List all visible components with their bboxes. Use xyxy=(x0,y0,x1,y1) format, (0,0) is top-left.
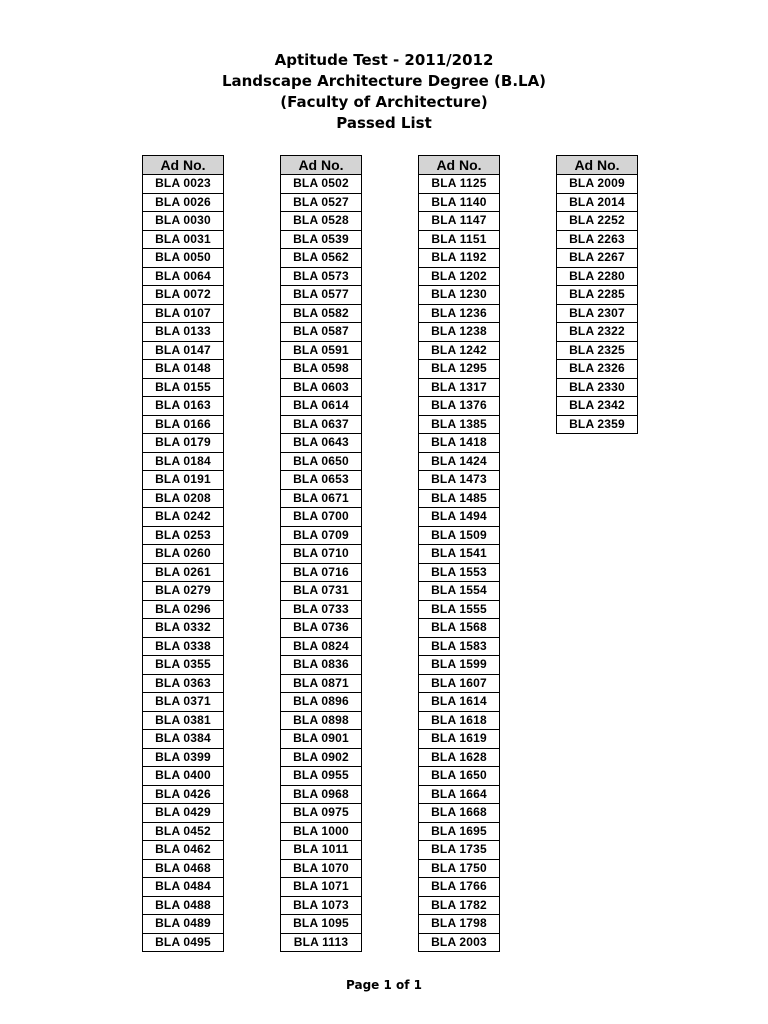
admission-number: BLA 1509 xyxy=(419,526,500,545)
table-row xyxy=(419,175,500,194)
table-row xyxy=(419,489,500,508)
admission-number: BLA 2263 xyxy=(557,230,638,249)
table-row xyxy=(419,878,500,897)
table-row xyxy=(143,452,224,471)
table-row xyxy=(281,656,362,675)
table-row xyxy=(143,878,224,897)
admission-number: BLA 1125 xyxy=(419,175,500,194)
table-row xyxy=(143,323,224,342)
table-row xyxy=(143,693,224,712)
admission-number: BLA 0528 xyxy=(281,212,362,231)
table-row xyxy=(281,212,362,231)
column-header: Ad No. xyxy=(143,156,224,175)
table-row xyxy=(143,489,224,508)
table-row xyxy=(419,730,500,749)
admission-number: BLA 0072 xyxy=(143,286,224,305)
admission-number: BLA 0488 xyxy=(143,896,224,915)
table-row xyxy=(143,804,224,823)
admission-number: BLA 1202 xyxy=(419,267,500,286)
admission-list-column-1 xyxy=(142,155,224,952)
table-row xyxy=(419,545,500,564)
admission-number: BLA 0527 xyxy=(281,193,362,212)
document-header xyxy=(0,50,768,134)
table-row xyxy=(419,896,500,915)
admission-number: BLA 1473 xyxy=(419,471,500,490)
table-row xyxy=(143,619,224,638)
admission-number: BLA 1242 xyxy=(419,341,500,360)
table-row xyxy=(281,249,362,268)
table-row xyxy=(143,526,224,545)
admission-number: BLA 1668 xyxy=(419,804,500,823)
admission-list-column-4 xyxy=(556,155,638,434)
admission-number: BLA 0587 xyxy=(281,323,362,342)
table-row xyxy=(143,434,224,453)
admission-number: BLA 0603 xyxy=(281,378,362,397)
table-row xyxy=(143,563,224,582)
table-row xyxy=(281,674,362,693)
table-row xyxy=(281,711,362,730)
table-row xyxy=(557,230,638,249)
column-header: Ad No. xyxy=(557,156,638,175)
admission-number: BLA 0147 xyxy=(143,341,224,360)
table-row xyxy=(281,175,362,194)
table-row xyxy=(281,360,362,379)
table-row xyxy=(419,767,500,786)
admission-number: BLA 0710 xyxy=(281,545,362,564)
admission-number: BLA 0253 xyxy=(143,526,224,545)
admission-number: BLA 1317 xyxy=(419,378,500,397)
table-row xyxy=(143,378,224,397)
admission-number: BLA 0637 xyxy=(281,415,362,434)
admission-number: BLA 0968 xyxy=(281,785,362,804)
table-row xyxy=(419,230,500,249)
admission-number: BLA 0836 xyxy=(281,656,362,675)
admission-number: BLA 0489 xyxy=(143,915,224,934)
table-row xyxy=(143,915,224,934)
table-row xyxy=(557,193,638,212)
admission-number: BLA 0901 xyxy=(281,730,362,749)
admission-number: BLA 0384 xyxy=(143,730,224,749)
admission-number: BLA 0371 xyxy=(143,693,224,712)
table-row xyxy=(281,730,362,749)
table-row xyxy=(419,212,500,231)
table-row xyxy=(281,915,362,934)
table-row xyxy=(419,360,500,379)
table-row xyxy=(419,341,500,360)
table-row xyxy=(281,415,362,434)
table-row xyxy=(281,471,362,490)
table-row xyxy=(281,452,362,471)
admission-number: BLA 2252 xyxy=(557,212,638,231)
table-row xyxy=(143,582,224,601)
admission-number: BLA 2267 xyxy=(557,249,638,268)
title-line-4: Passed List xyxy=(336,114,432,132)
table-row xyxy=(281,489,362,508)
table-row xyxy=(281,878,362,897)
admission-number: BLA 0502 xyxy=(281,175,362,194)
table-row xyxy=(419,508,500,527)
table-row xyxy=(281,767,362,786)
admission-number: BLA 0716 xyxy=(281,563,362,582)
table-row xyxy=(557,286,638,305)
admission-number: BLA 1095 xyxy=(281,915,362,934)
admission-number: BLA 0700 xyxy=(281,508,362,527)
admission-number: BLA 0023 xyxy=(143,175,224,194)
admission-number: BLA 0381 xyxy=(143,711,224,730)
admission-number: BLA 1583 xyxy=(419,637,500,656)
table-row xyxy=(281,600,362,619)
admission-number: BLA 1073 xyxy=(281,896,362,915)
admission-number: BLA 0731 xyxy=(281,582,362,601)
table-row xyxy=(281,545,362,564)
table-row xyxy=(281,323,362,342)
admission-number: BLA 1113 xyxy=(281,933,362,952)
table-row xyxy=(419,434,500,453)
table-row xyxy=(419,526,500,545)
admission-number: BLA 1750 xyxy=(419,859,500,878)
table-row xyxy=(557,175,638,194)
admission-number: BLA 0166 xyxy=(143,415,224,434)
admission-number: BLA 1424 xyxy=(419,452,500,471)
admission-number: BLA 0975 xyxy=(281,804,362,823)
admission-number: BLA 1664 xyxy=(419,785,500,804)
admission-number: BLA 1000 xyxy=(281,822,362,841)
admission-number: BLA 1614 xyxy=(419,693,500,712)
admission-number: BLA 1485 xyxy=(419,489,500,508)
admission-number: BLA 1140 xyxy=(419,193,500,212)
admission-number: BLA 1798 xyxy=(419,915,500,934)
admission-number: BLA 0107 xyxy=(143,304,224,323)
admission-number: BLA 0577 xyxy=(281,286,362,305)
table-row xyxy=(143,859,224,878)
admission-number: BLA 2014 xyxy=(557,193,638,212)
admission-number: BLA 0260 xyxy=(143,545,224,564)
table-row xyxy=(281,637,362,656)
admission-number: BLA 1418 xyxy=(419,434,500,453)
table-row xyxy=(419,397,500,416)
admission-number: BLA 1735 xyxy=(419,841,500,860)
table-row xyxy=(143,841,224,860)
table-row xyxy=(143,896,224,915)
table-row xyxy=(419,822,500,841)
table-row xyxy=(143,304,224,323)
admission-number: BLA 1238 xyxy=(419,323,500,342)
admission-number: BLA 1192 xyxy=(419,249,500,268)
admission-number: BLA 0582 xyxy=(281,304,362,323)
table-row xyxy=(281,748,362,767)
table-row xyxy=(419,193,500,212)
table-row xyxy=(419,804,500,823)
admission-number: BLA 1607 xyxy=(419,674,500,693)
admission-number: BLA 0733 xyxy=(281,600,362,619)
table-row xyxy=(281,582,362,601)
table-row xyxy=(143,230,224,249)
admission-number: BLA 1695 xyxy=(419,822,500,841)
admission-number: BLA 0026 xyxy=(143,193,224,212)
admission-number: BLA 1619 xyxy=(419,730,500,749)
admission-number: BLA 1071 xyxy=(281,878,362,897)
admission-number: BLA 0650 xyxy=(281,452,362,471)
admission-number: BLA 0064 xyxy=(143,267,224,286)
admission-number: BLA 0400 xyxy=(143,767,224,786)
table-row xyxy=(557,212,638,231)
table-row xyxy=(143,600,224,619)
table-row xyxy=(419,452,500,471)
admission-number: BLA 1650 xyxy=(419,767,500,786)
table-row xyxy=(143,933,224,952)
admission-number: BLA 0898 xyxy=(281,711,362,730)
table-row xyxy=(281,267,362,286)
admission-number: BLA 0598 xyxy=(281,360,362,379)
admission-number: BLA 1376 xyxy=(419,397,500,416)
table-row xyxy=(557,360,638,379)
admission-number: BLA 1554 xyxy=(419,582,500,601)
admission-number: BLA 0902 xyxy=(281,748,362,767)
table-row xyxy=(281,508,362,527)
table-row xyxy=(419,286,500,305)
admission-number: BLA 0332 xyxy=(143,619,224,638)
table-row xyxy=(143,637,224,656)
admission-number: BLA 1618 xyxy=(419,711,500,730)
admission-number: BLA 0242 xyxy=(143,508,224,527)
admission-number: BLA 0896 xyxy=(281,693,362,712)
admission-list-column-3 xyxy=(418,155,500,952)
admission-number: BLA 0824 xyxy=(281,637,362,656)
table-row xyxy=(143,415,224,434)
table-row xyxy=(419,915,500,934)
admission-number: BLA 0671 xyxy=(281,489,362,508)
admission-number: BLA 0155 xyxy=(143,378,224,397)
table-row xyxy=(419,933,500,952)
table-row xyxy=(419,674,500,693)
table-row xyxy=(281,378,362,397)
admission-number: BLA 0399 xyxy=(143,748,224,767)
table-row xyxy=(281,304,362,323)
admission-number: BLA 2326 xyxy=(557,360,638,379)
admission-number: BLA 0030 xyxy=(143,212,224,231)
table-row xyxy=(143,508,224,527)
admission-number: BLA 0736 xyxy=(281,619,362,638)
table-row xyxy=(281,341,362,360)
table-row xyxy=(143,360,224,379)
table-row xyxy=(419,267,500,286)
table-row xyxy=(419,600,500,619)
admission-number: BLA 0653 xyxy=(281,471,362,490)
column-header: Ad No. xyxy=(419,156,500,175)
table-row xyxy=(419,637,500,656)
admission-number: BLA 1070 xyxy=(281,859,362,878)
admission-number: BLA 0148 xyxy=(143,360,224,379)
table-row xyxy=(143,193,224,212)
admission-number: BLA 0573 xyxy=(281,267,362,286)
table-row xyxy=(281,933,362,952)
admission-number: BLA 0191 xyxy=(143,471,224,490)
table-row xyxy=(281,230,362,249)
admission-number: BLA 0614 xyxy=(281,397,362,416)
table-row xyxy=(557,378,638,397)
table-row xyxy=(281,193,362,212)
admission-number: BLA 1295 xyxy=(419,360,500,379)
table-row xyxy=(419,471,500,490)
table-row xyxy=(419,323,500,342)
admission-number: BLA 2325 xyxy=(557,341,638,360)
admission-number: BLA 0539 xyxy=(281,230,362,249)
table-row xyxy=(143,397,224,416)
table-row xyxy=(281,563,362,582)
table-row xyxy=(557,304,638,323)
table-row xyxy=(143,711,224,730)
table-row xyxy=(143,249,224,268)
admission-number: BLA 0495 xyxy=(143,933,224,952)
admission-number: BLA 1151 xyxy=(419,230,500,249)
admission-number: BLA 0050 xyxy=(143,249,224,268)
admission-number: BLA 0261 xyxy=(143,563,224,582)
admission-number: BLA 1599 xyxy=(419,656,500,675)
admission-number: BLA 1628 xyxy=(419,748,500,767)
table-row xyxy=(143,674,224,693)
table-row xyxy=(143,471,224,490)
admission-number: BLA 2003 xyxy=(419,933,500,952)
admission-number: BLA 0163 xyxy=(143,397,224,416)
table-row xyxy=(143,656,224,675)
table-row xyxy=(281,822,362,841)
table-row xyxy=(281,693,362,712)
title-line-3: (Faculty of Architecture) xyxy=(280,93,488,111)
table-row xyxy=(419,582,500,601)
table-row xyxy=(557,323,638,342)
admission-number: BLA 0363 xyxy=(143,674,224,693)
table-row xyxy=(143,212,224,231)
table-row xyxy=(419,859,500,878)
table-row xyxy=(143,175,224,194)
table-row xyxy=(419,711,500,730)
table-row xyxy=(143,822,224,841)
admission-number: BLA 0208 xyxy=(143,489,224,508)
admission-number: BLA 2359 xyxy=(557,415,638,434)
table-row xyxy=(143,730,224,749)
admission-number: BLA 1782 xyxy=(419,896,500,915)
admission-number: BLA 0279 xyxy=(143,582,224,601)
table-row xyxy=(143,767,224,786)
admission-number: BLA 0184 xyxy=(143,452,224,471)
table-row xyxy=(281,841,362,860)
table-row xyxy=(419,656,500,675)
table-row xyxy=(557,415,638,434)
admission-number: BLA 0643 xyxy=(281,434,362,453)
admission-number: BLA 0355 xyxy=(143,656,224,675)
admission-number: BLA 0338 xyxy=(143,637,224,656)
table-row xyxy=(281,286,362,305)
admission-number: BLA 1230 xyxy=(419,286,500,305)
table-row xyxy=(419,378,500,397)
admission-number: BLA 0179 xyxy=(143,434,224,453)
admission-number: BLA 1553 xyxy=(419,563,500,582)
admission-number: BLA 0871 xyxy=(281,674,362,693)
admission-list-column-2 xyxy=(280,155,362,952)
title-line-1: Aptitude Test - 2011/2012 xyxy=(274,51,494,69)
column-header: Ad No. xyxy=(281,156,362,175)
admission-number: BLA 1011 xyxy=(281,841,362,860)
admission-number: BLA 0031 xyxy=(143,230,224,249)
admission-number: BLA 1385 xyxy=(419,415,500,434)
admission-number: BLA 1147 xyxy=(419,212,500,231)
page-footer: Page 1 of 1 xyxy=(346,978,422,992)
admission-number: BLA 0133 xyxy=(143,323,224,342)
table-row xyxy=(419,841,500,860)
admission-number: BLA 2322 xyxy=(557,323,638,342)
admission-number: BLA 0426 xyxy=(143,785,224,804)
admission-number: BLA 0296 xyxy=(143,600,224,619)
admission-number: BLA 0484 xyxy=(143,878,224,897)
admission-number: BLA 0429 xyxy=(143,804,224,823)
admission-number: BLA 1236 xyxy=(419,304,500,323)
table-row xyxy=(419,748,500,767)
admission-number: BLA 2330 xyxy=(557,378,638,397)
admission-number: BLA 1766 xyxy=(419,878,500,897)
table-row xyxy=(281,526,362,545)
admission-number: BLA 1541 xyxy=(419,545,500,564)
table-row xyxy=(143,286,224,305)
table-row xyxy=(143,341,224,360)
admission-number: BLA 2342 xyxy=(557,397,638,416)
admission-number: BLA 0709 xyxy=(281,526,362,545)
table-row xyxy=(281,397,362,416)
table-row xyxy=(419,304,500,323)
table-row xyxy=(281,785,362,804)
table-row xyxy=(419,563,500,582)
table-row xyxy=(557,341,638,360)
table-row xyxy=(281,896,362,915)
table-row xyxy=(143,785,224,804)
table-row xyxy=(143,545,224,564)
table-row xyxy=(281,859,362,878)
admission-number: BLA 0591 xyxy=(281,341,362,360)
table-row xyxy=(557,267,638,286)
admission-number: BLA 0562 xyxy=(281,249,362,268)
table-row xyxy=(557,397,638,416)
admission-number: BLA 2285 xyxy=(557,286,638,305)
admission-number: BLA 2009 xyxy=(557,175,638,194)
admission-number: BLA 2307 xyxy=(557,304,638,323)
admission-number: BLA 0462 xyxy=(143,841,224,860)
admission-number: BLA 1555 xyxy=(419,600,500,619)
title-line-2: Landscape Architecture Degree (B.LA) xyxy=(221,72,547,90)
admission-number: BLA 2280 xyxy=(557,267,638,286)
admission-number: BLA 1568 xyxy=(419,619,500,638)
table-row xyxy=(557,249,638,268)
table-row xyxy=(281,434,362,453)
admission-number: BLA 0955 xyxy=(281,767,362,786)
table-row xyxy=(419,693,500,712)
admission-number: BLA 0452 xyxy=(143,822,224,841)
admission-number: BLA 0468 xyxy=(143,859,224,878)
table-row xyxy=(419,619,500,638)
table-row xyxy=(281,804,362,823)
table-row xyxy=(419,415,500,434)
admission-number: BLA 1494 xyxy=(419,508,500,527)
table-row xyxy=(281,619,362,638)
table-row xyxy=(143,267,224,286)
table-row xyxy=(419,249,500,268)
table-row xyxy=(419,785,500,804)
table-row xyxy=(143,748,224,767)
